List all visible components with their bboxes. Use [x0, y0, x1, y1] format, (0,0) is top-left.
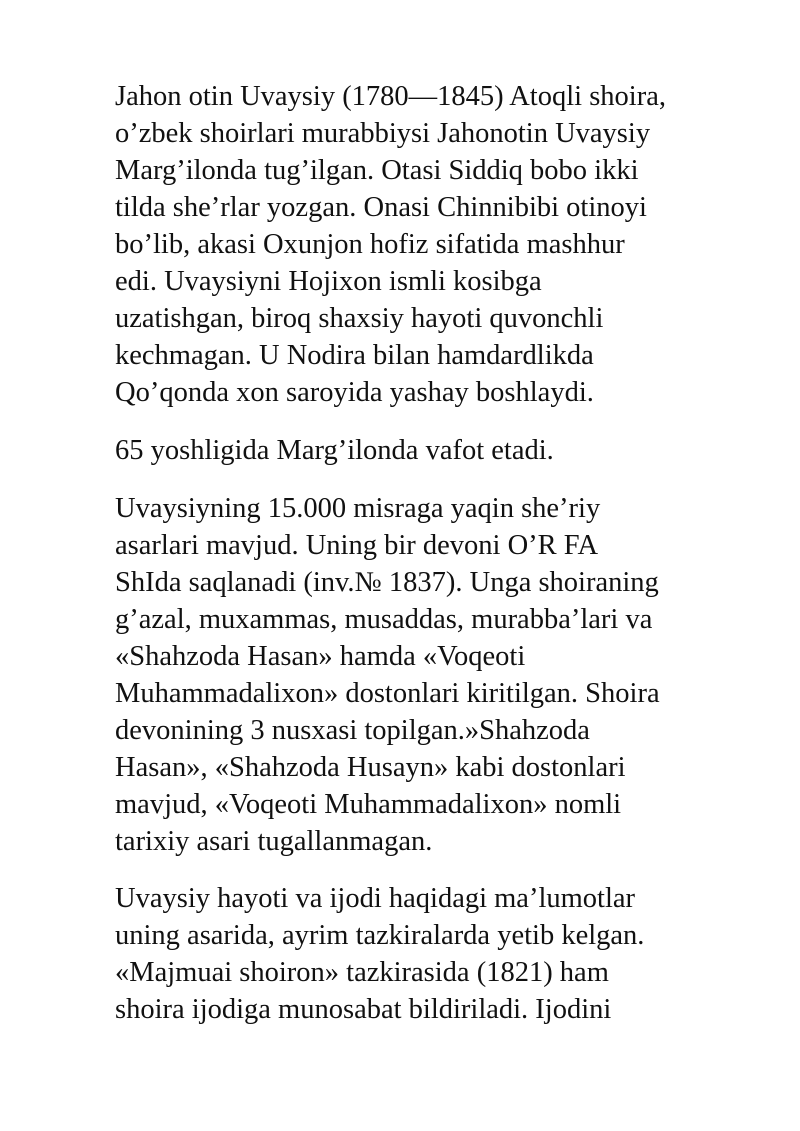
paragraph-biography: Jahon otin Uvaysiy (1780—1845) Atoqli shoira, o’zbek shoirlari murabbiysi Jahonotin Uvaysiy Marg’ilonda tug’ilgan. Otasi Siddiq bobo ikki tilda she’rlar yozgan. Onasi Chinnibibi otinoyi bo’lib, akasi Oxunjon hofiz sifatida mashhur edi. Uvaysiyni Hojixon ismli kosibga uzatishgan, biroq shaxsiy hayoti quvonchli kechmagan. U Nodira bilan hamdardlikda Qo’qonda xon saroyida yashay boshlaydi.	[115, 81, 666, 408]
paragraph-works: Uvaysiyning 15.000 misraga yaqin she’riy asarlari mavjud. Uning bir devoni O’R FA ShIda saqlanadi (inv.№ 1837). Unga shoiraning g’azal, muxammas, musaddas, murabba’lari va «Shahzoda Hasan» hamda «Voqeoti Muhammadalixon» dostonlari kiritilgan. Shoira devonining 3 nusxasi topilgan.»Shahzoda Hasan», «Shahzoda Husayn» kabi dostonlari mavjud, «Voqeoti Muhammadalixon» nomli tarixiy asari tugallanmagan.	[115, 493, 660, 857]
document-page	[115, 78, 755, 1028]
paragraph-death: 65 yoshligida Marg’ilonda vafot etadi.	[115, 435, 554, 466]
paragraph-sources: Uvaysiy hayoti va ijodi haqidagi ma’lumotlar uning asarida, ayrim tazkiralarda yetib kelgan. «Majmuai shoiron» tazkirasida (1821) ham shoira ijodiga munosabat bildiriladi. Ijodini	[115, 883, 645, 1025]
